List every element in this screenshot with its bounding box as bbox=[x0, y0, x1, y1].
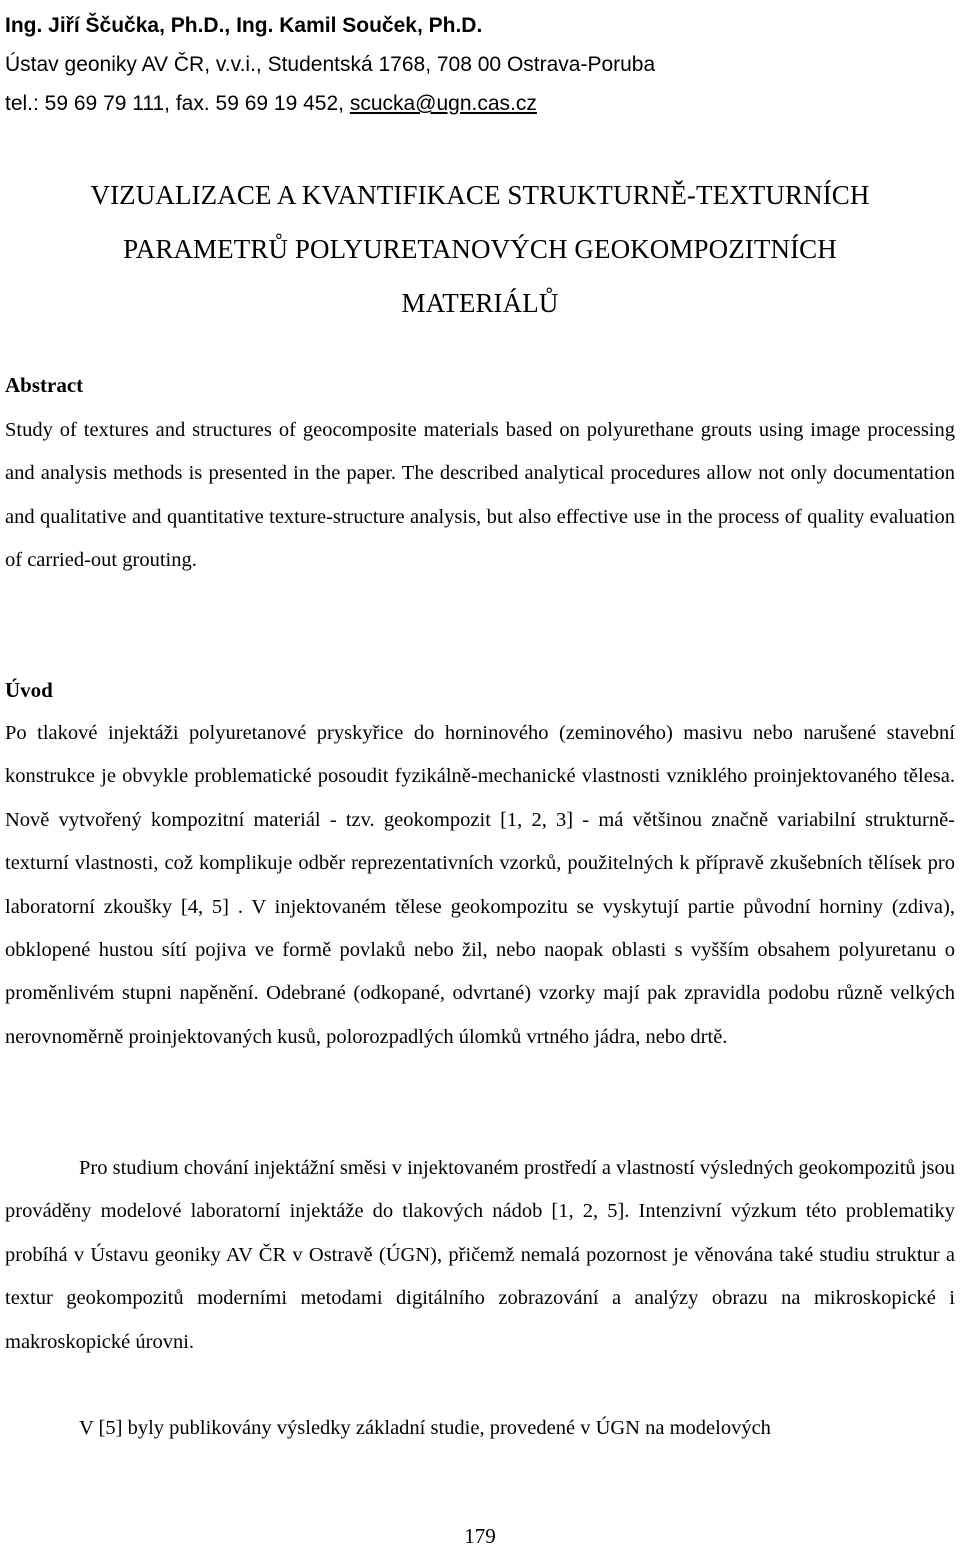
title-line-1: VIZUALIZACE A KVANTIFIKACE STRUKTURNĚ-TEXTURNÍCH bbox=[90, 180, 870, 210]
abstract-text: Study of textures and structures of geocomposite materials based on polyurethane grouts using image processing and analysis methods is presented in the paper. The described analytical procedures allow not only documentation and qualitative and quantitative texture-structure analysis, but also effective use in the process of quality evaluation of carried-out grouting. bbox=[5, 419, 955, 572]
author-block bbox=[5, 6, 945, 123]
contact-phone-fax: tel.: 59 69 79 111, fax. 59 69 19 452, bbox=[5, 92, 350, 115]
page-number: 179 bbox=[464, 1524, 496, 1548]
intro-paragraph-1: Po tlakové injektáži polyuretanové pryskyřice do horninového (zeminového) masivu nebo narušené stavební konstrukce je obvykle problematické posoudit fyzikálně-mechanické vlastnosti vzniklého proinjektovaného tělesa. Nově vytvořený kompozitní materiál - tzv. geokompozit [1, 2, 3] - má většinou značně variabilní strukturně-texturní vlastnosti, což komplikuje odběr reprezentativních vzorků, použitelných k přípravě zkušebních tělísek pro laboratorní zkoušky [4, 5] . V injektovaném tělese geokompozitu se vyskytují partie původní horniny (zdiva), obklopené hustou sítí pojiva ve formě povlaků nebo žil, nebo naopak oblasti s vyšším obsahem polyuretanu o proměnlivém stupni napěnění. Odebrané (odkopané, odvrtané) vzorky mají pak zpravidla podobu různě velkých nerovnoměrně proinjektovaných kusů, polorozpadlých úlomků vrtného jádra, nebo drtě. bbox=[5, 722, 955, 1048]
intro-paragraph-2: Pro studium chování injektážní směsi v injektovaném prostředí a vlastností výsledných geokompozitů jsou prováděny modelové laboratorní injektáže do tlakových nádob [1, 2, 5]. Intenzivní výzkum této problematiky probíhá v Ústavu geoniky AV ČR v Ostravě (ÚGN), přičemž nemalá pozornost je věnována také studiu struktur a textur geokompozitů moderními metodami digitálního zobrazování a analýzy obrazu na mikroskopické i makroskopické úrovni. bbox=[5, 1157, 955, 1353]
contact-line bbox=[5, 84, 945, 123]
intro-paragraph-3: V [5] byly publikovány výsledky základní studie, provedené v ÚGN na modelových bbox=[79, 1417, 771, 1439]
intro-heading: Úvod bbox=[5, 678, 53, 702]
authors: Ing. Jiří Ščučka, Ph.D., Ing. Kamil Souček, Ph.D. bbox=[5, 14, 483, 37]
email-link[interactable]: scucka@ugn.cas.cz bbox=[349, 92, 537, 115]
paper-title bbox=[0, 168, 960, 330]
title-line-2: PARAMETRŮ POLYURETANOVÝCH GEOKOMPOZITNÍCH bbox=[123, 234, 837, 264]
affiliation: Ústav geoniky AV ČR, v.v.i., Studentská 1768, 708 00 Ostrava-Poruba bbox=[5, 53, 656, 76]
abstract-heading: Abstract bbox=[5, 373, 84, 397]
title-line-3: MATERIÁLŮ bbox=[401, 288, 559, 318]
